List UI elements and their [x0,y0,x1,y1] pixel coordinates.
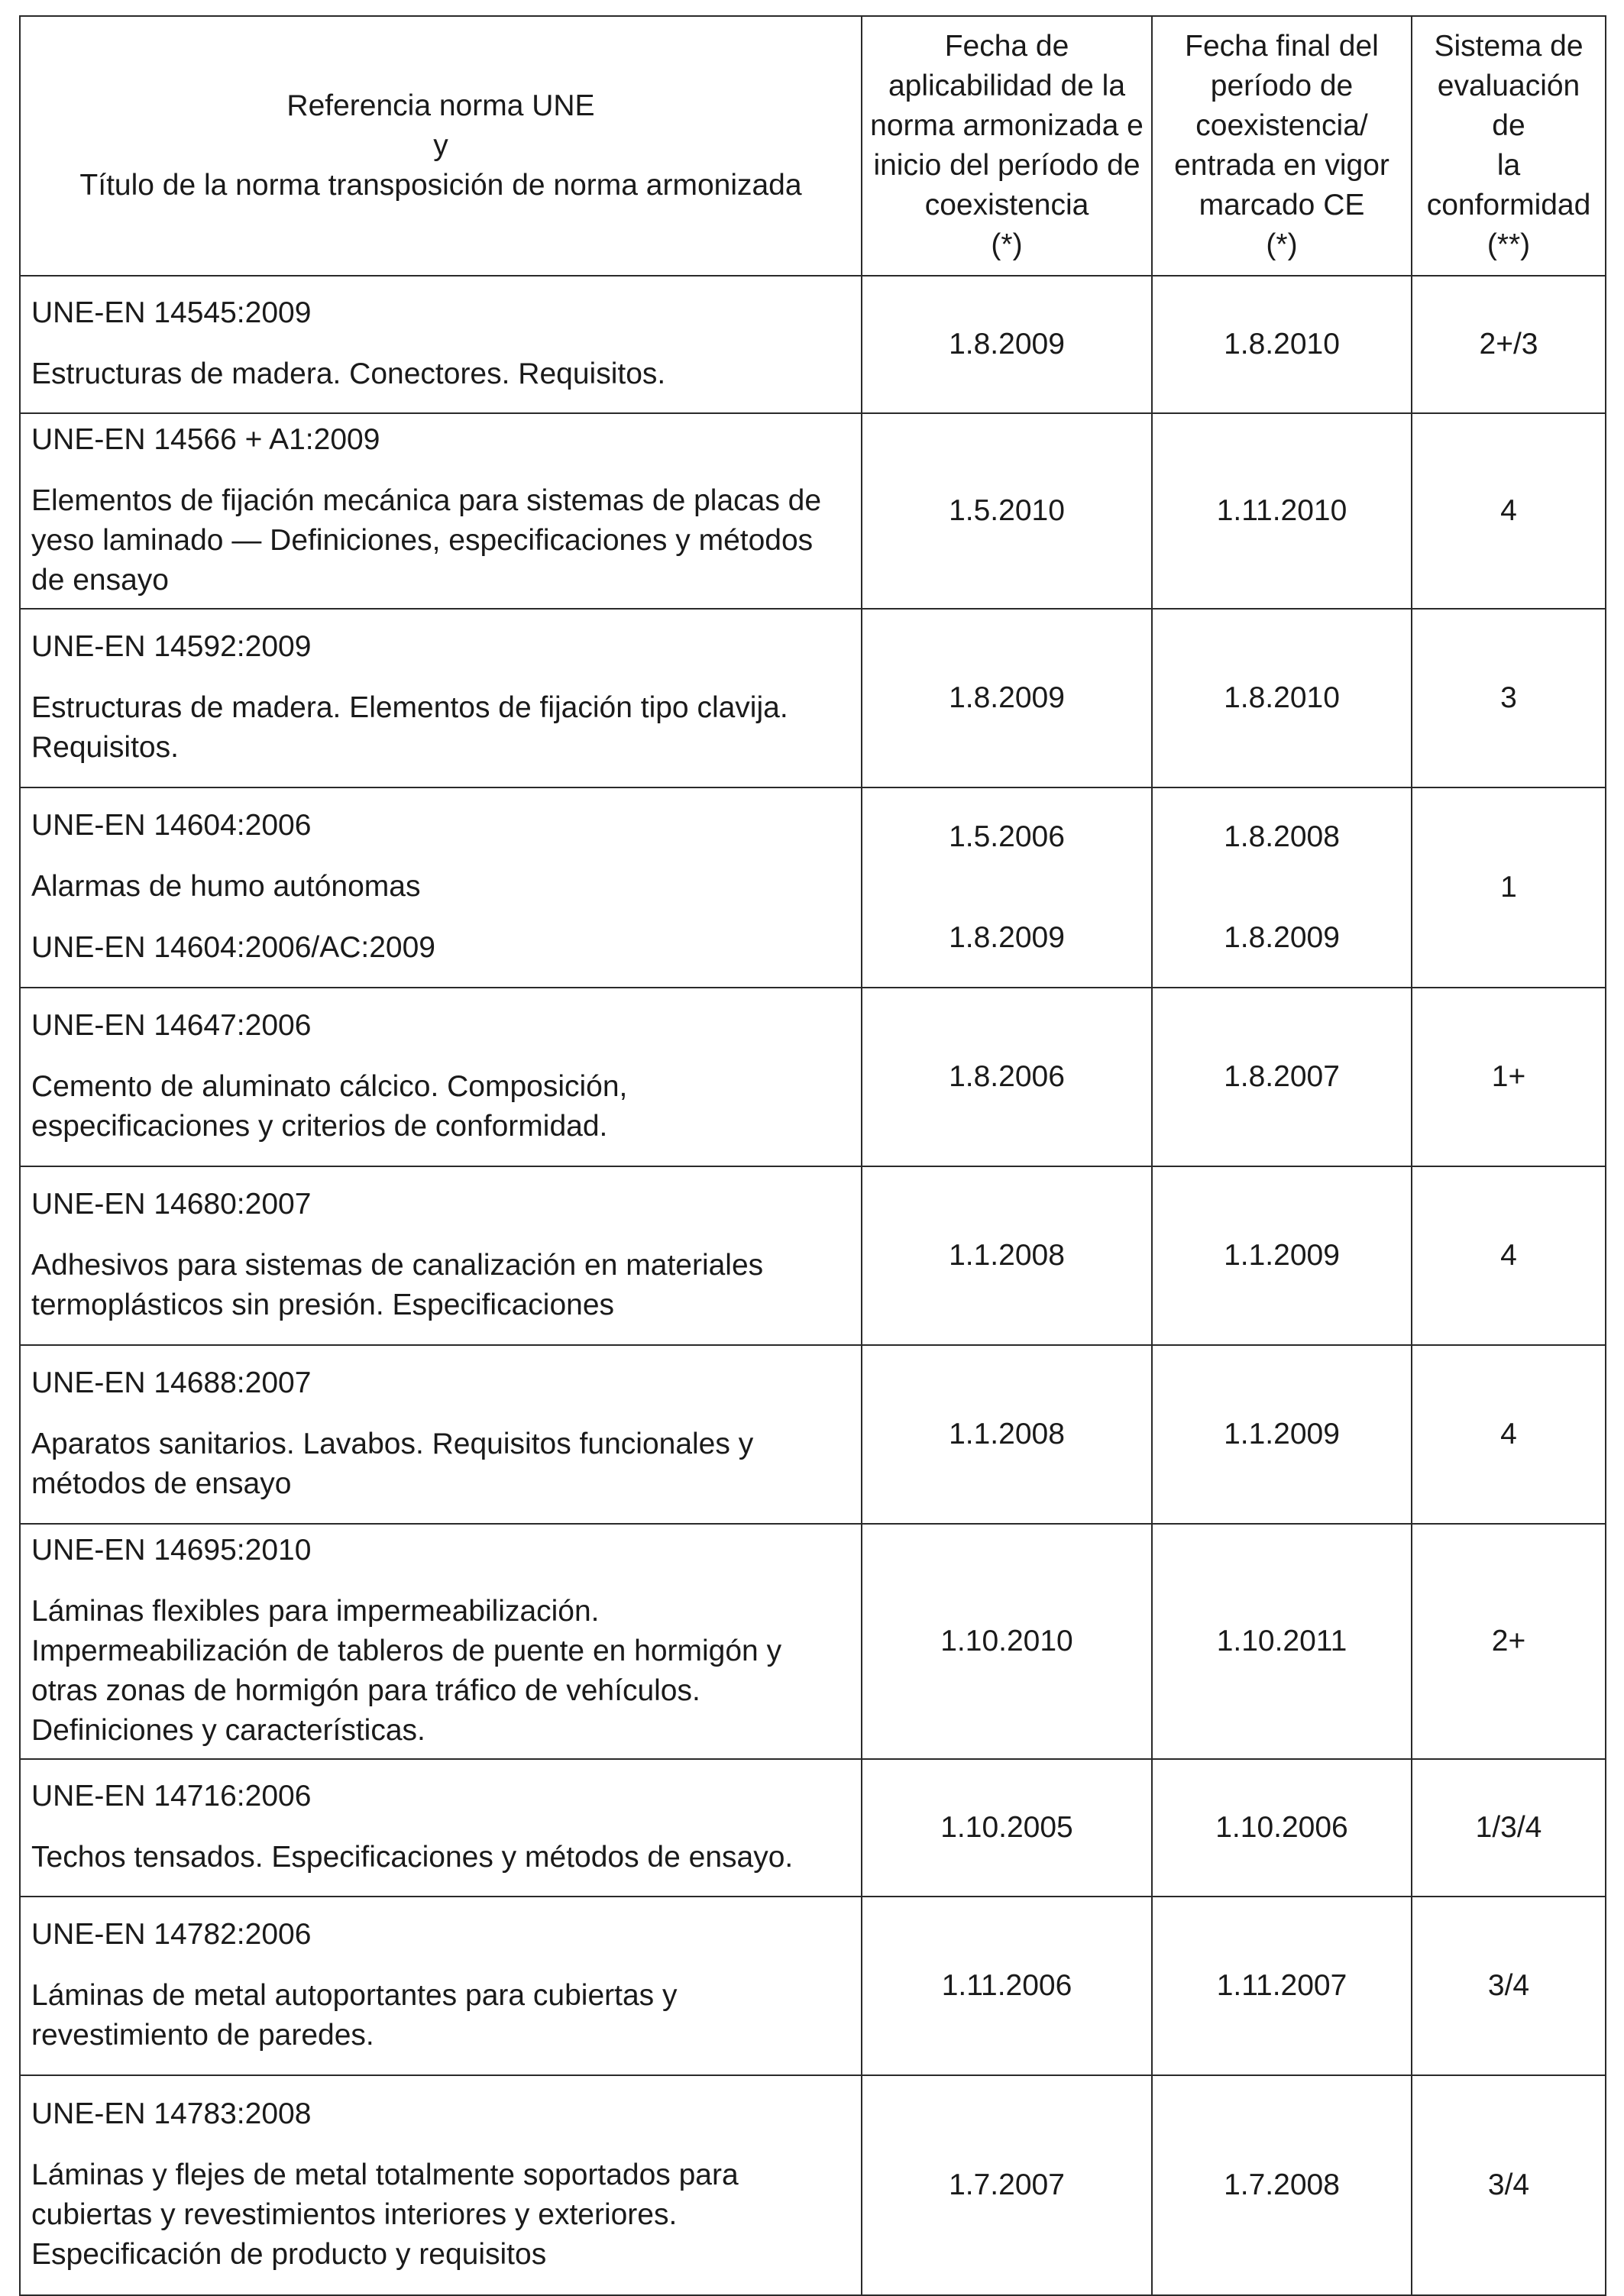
header-conformity-system [1412,16,1606,276]
standard-code: UNE-EN 14604:2006 [31,809,312,842]
header-line: coexistencia [924,189,1089,222]
standard-title: Estructuras de madera. Elementos de fijación tipo clavija. Requisitos. [31,691,788,764]
standard-code: UNE-EN 14545:2009 [31,296,312,329]
header-line: Fecha de [944,30,1069,63]
system-cell: 3 [1412,609,1606,787]
standard-code: UNE-EN 14783:2008 [31,2097,312,2130]
header-line: entrada en vigor [1174,149,1389,182]
start-date-cell: 1.5.2010 [862,413,1152,609]
table-header-row [20,16,1606,276]
table-row [20,1166,1606,1345]
reference-cell [20,988,862,1166]
standard-code: UNE-EN 14716:2006 [31,1780,312,1813]
system-cell: 4 [1412,1345,1606,1524]
table-row [20,988,1606,1166]
header-line: aplicabilidad de la [888,70,1126,102]
standard-title: Adhesivos para sistemas de canalización en materiales termoplásticos sin presión. Especificaciones [31,1249,764,1321]
header-line: marcado CE [1199,189,1365,222]
standard-code: UNE-EN 14695:2010 [31,1534,312,1567]
table-row [20,1345,1606,1524]
header-line: período de [1210,70,1354,102]
standard-title: Elementos de fijación mecánica para sistemas de placas de yeso laminado — Definiciones, especificaciones y métodos de ensayo [31,484,822,597]
spacer [862,857,1151,878]
reference-cell [20,1166,862,1345]
header-end-date [1152,16,1412,276]
reference-cell [20,1345,862,1524]
start-date-cell: 1.10.2010 [862,1524,1152,1759]
reference-cell [20,787,862,988]
standard-title: Techos tensados. Especificaciones y métodos de ensayo. [31,1841,794,1874]
standard-code: UNE-EN 14782:2006 [31,1918,312,1951]
end-date-cell: 1.10.2006 [1152,1759,1412,1897]
header-applicability-date [862,16,1152,276]
header-line: evaluación de [1437,70,1580,142]
system-cell: 2+ [1412,1524,1606,1759]
header-line: Fecha final del [1185,30,1379,63]
table-row [20,413,1606,609]
start-date-amendment: 1.8.2009 [949,921,1065,954]
end-date-cell [1152,787,1412,988]
table-row [20,1759,1606,1897]
start-date-cell: 1.10.2005 [862,1759,1152,1897]
table-row [20,2075,1606,2295]
start-date: 1.5.2006 [949,820,1065,853]
table-row [20,609,1606,787]
reference-cell [20,2075,862,2295]
system-cell: 3/4 [1412,1897,1606,2075]
reference-cell [20,1759,862,1897]
header-reference-line2: y [433,129,448,162]
end-date-cell: 1.8.2010 [1152,609,1412,787]
header-reference [20,16,862,276]
standard-code: UNE-EN 14647:2006 [31,1009,312,1042]
end-date-cell: 1.8.2010 [1152,276,1412,413]
standard-title: Láminas flexibles para impermeabilización. Impermeabilización de tableros de puente en hormigón y otras zonas de hormigón para tráfico de vehículos. Definiciones y características. [31,1595,782,1747]
start-date-cell [862,787,1152,988]
reference-cell [20,609,862,787]
end-date-cell: 1.8.2007 [1152,988,1412,1166]
header-line: la conformidad [1426,149,1591,222]
standard-code: UNE-EN 14680:2007 [31,1188,312,1221]
end-date-cell: 1.11.2010 [1152,413,1412,609]
system-cell: 2+/3 [1412,276,1606,413]
system-cell: 4 [1412,413,1606,609]
standard-title: Aparatos sanitarios. Lavabos. Requisitos funcionales y métodos de ensayo [31,1428,754,1500]
start-date-cell: 1.8.2009 [862,276,1152,413]
standard-code: UNE-EN 14592:2009 [31,630,312,663]
header-reference-line3: Título de la norma transposición de norma armonizada [79,169,802,202]
header-line: inicio del período de [873,149,1140,182]
reference-cell [20,413,862,609]
reference-cell [20,1524,862,1759]
system-cell: 1 [1412,787,1606,988]
end-date-cell: 1.10.2011 [1152,1524,1412,1759]
standard-title: Cemento de aluminato cálcico. Composición, especificaciones y criterios de conformidad. [31,1070,628,1143]
header-line: (*) [1266,228,1298,261]
header-line: (**) [1487,228,1531,261]
end-date-amendment: 1.8.2009 [1224,921,1340,954]
header-line: coexistencia/ [1195,109,1368,142]
system-cell: 1/3/4 [1412,1759,1606,1897]
spacer [1153,857,1411,878]
reference-cell [20,1897,862,2075]
table-row [20,1897,1606,2075]
start-date-cell: 1.8.2006 [862,988,1152,1166]
table-row [20,1524,1606,1759]
standard-title: Láminas y flejes de metal totalmente soportados para cubiertas y revestimientos interiores y exteriores. Especificación de producto y requisitos [31,2159,739,2271]
end-date-cell: 1.1.2009 [1152,1166,1412,1345]
end-date-cell: 1.11.2007 [1152,1897,1412,2075]
table-row [20,787,1606,988]
standard-title: Alarmas de humo autónomas [31,870,421,903]
header-line: Sistema de [1434,30,1584,63]
table-row [20,276,1606,413]
header-line: (*) [991,228,1023,261]
start-date-cell: 1.1.2008 [862,1345,1152,1524]
start-date-cell: 1.8.2009 [862,609,1152,787]
reference-cell [20,276,862,413]
system-cell: 4 [1412,1166,1606,1345]
header-line: norma armonizada e [870,109,1144,142]
header-reference-line1: Referencia norma UNE [286,89,595,122]
standard-title: Láminas de metal autoportantes para cubiertas y revestimiento de paredes. [31,1979,678,2052]
standard-title: Estructuras de madera. Conectores. Requisitos. [31,357,666,390]
standard-code: UNE-EN 14566 + A1:2009 [31,423,380,456]
end-date-cell: 1.7.2008 [1152,2075,1412,2295]
standard-code: UNE-EN 14688:2007 [31,1366,312,1399]
system-cell: 1+ [1412,988,1606,1166]
end-date-cell: 1.1.2009 [1152,1345,1412,1524]
document-page [19,15,1605,2296]
standard-code-amendment: UNE-EN 14604:2006/AC:2009 [31,931,435,964]
start-date-cell: 1.11.2006 [862,1897,1152,2075]
start-date-cell: 1.7.2007 [862,2075,1152,2295]
start-date-cell: 1.1.2008 [862,1166,1152,1345]
standards-table [19,15,1606,2296]
end-date: 1.8.2008 [1224,820,1340,853]
system-cell: 3/4 [1412,2075,1606,2295]
